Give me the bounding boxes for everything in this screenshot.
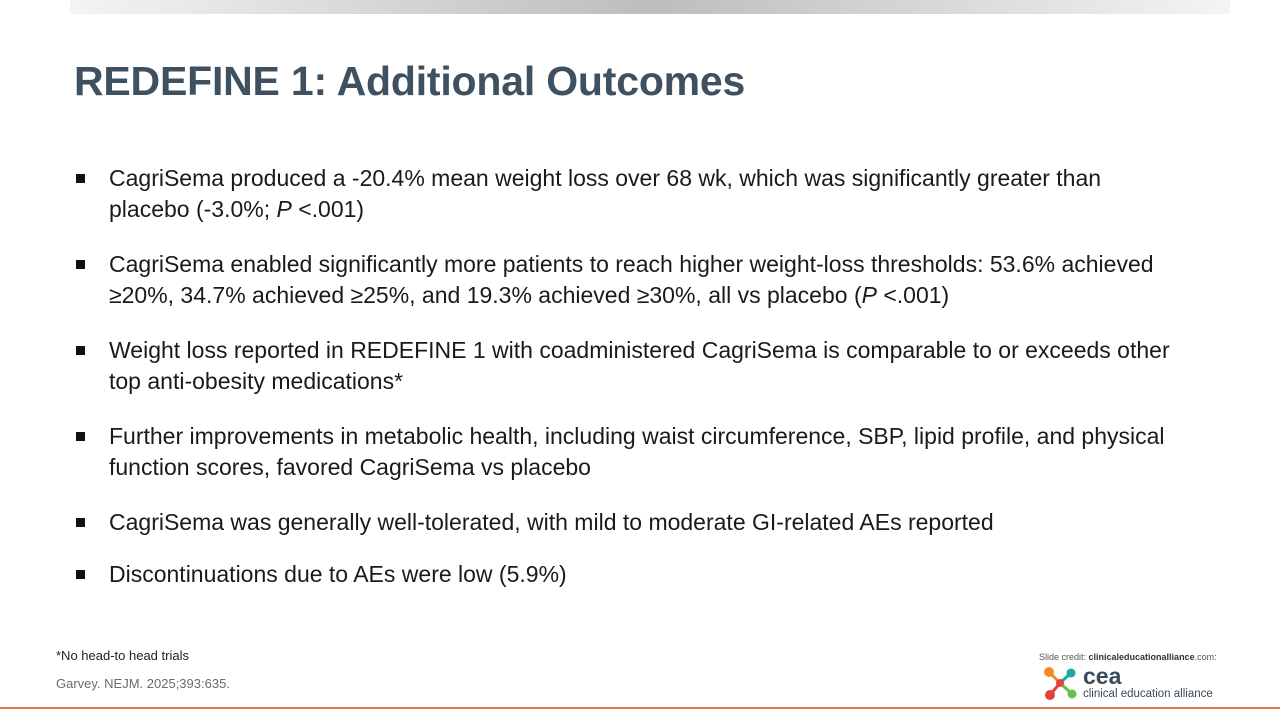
slide-title: REDEFINE 1: Additional Outcomes [74, 58, 746, 104]
bullet-item [74, 335, 1184, 397]
cea-logo [1041, 664, 1231, 704]
slide-credit: Slide credit: clinicaleducationalliance.com: [1039, 652, 1217, 662]
square-bullet-icon [76, 260, 85, 269]
top-gradient-bar [70, 0, 1230, 14]
citation: Garvey. NEJM. 2025;393:635. [56, 676, 230, 691]
bullet-text: Discontinuations due to AEs were low (5.9%) [109, 561, 567, 587]
bottom-accent-line [0, 707, 1280, 709]
bullet-item [74, 163, 1184, 225]
bullet-item [74, 421, 1184, 483]
bullet-text: Weight loss reported in REDEFINE 1 with coadministered CagriSema is comparable to or exceeds other top anti-obesity medications* [109, 337, 1170, 394]
cea-logo-mark-icon [1041, 664, 1079, 702]
bullet-item [74, 559, 1184, 590]
bullet-item [74, 249, 1184, 311]
square-bullet-icon [76, 432, 85, 441]
bullet-text: CagriSema was generally well-tolerated, with mild to moderate GI-related AEs reported [109, 509, 994, 535]
bullet-text: Further improvements in metabolic health, including waist circumference, SBP, lipid profile, and physical function scores, favored CagriSema vs placebo [109, 423, 1165, 480]
square-bullet-icon [76, 570, 85, 579]
square-bullet-icon [76, 174, 85, 183]
footnote: *No head-to head trials [56, 648, 189, 663]
bullet-text: CagriSema enabled significantly more patients to reach higher weight-loss thresholds: 53.6% achieved ≥20%, 34.7% achieved ≥25%, and 19.3% achieved ≥30%, all vs placebo (P <.001) [109, 251, 1154, 308]
square-bullet-icon [76, 518, 85, 527]
cea-logo-subtitle: clinical education alliance [1083, 688, 1213, 700]
bullet-text: CagriSema produced a -20.4% mean weight loss over 68 wk, which was significantly greater than placebo (-3.0%; P <.001) [109, 165, 1102, 222]
cea-logo-wordmark: cea [1083, 663, 1122, 689]
square-bullet-icon [76, 346, 85, 355]
bullet-list [74, 163, 1184, 614]
bullet-item [74, 507, 1184, 538]
